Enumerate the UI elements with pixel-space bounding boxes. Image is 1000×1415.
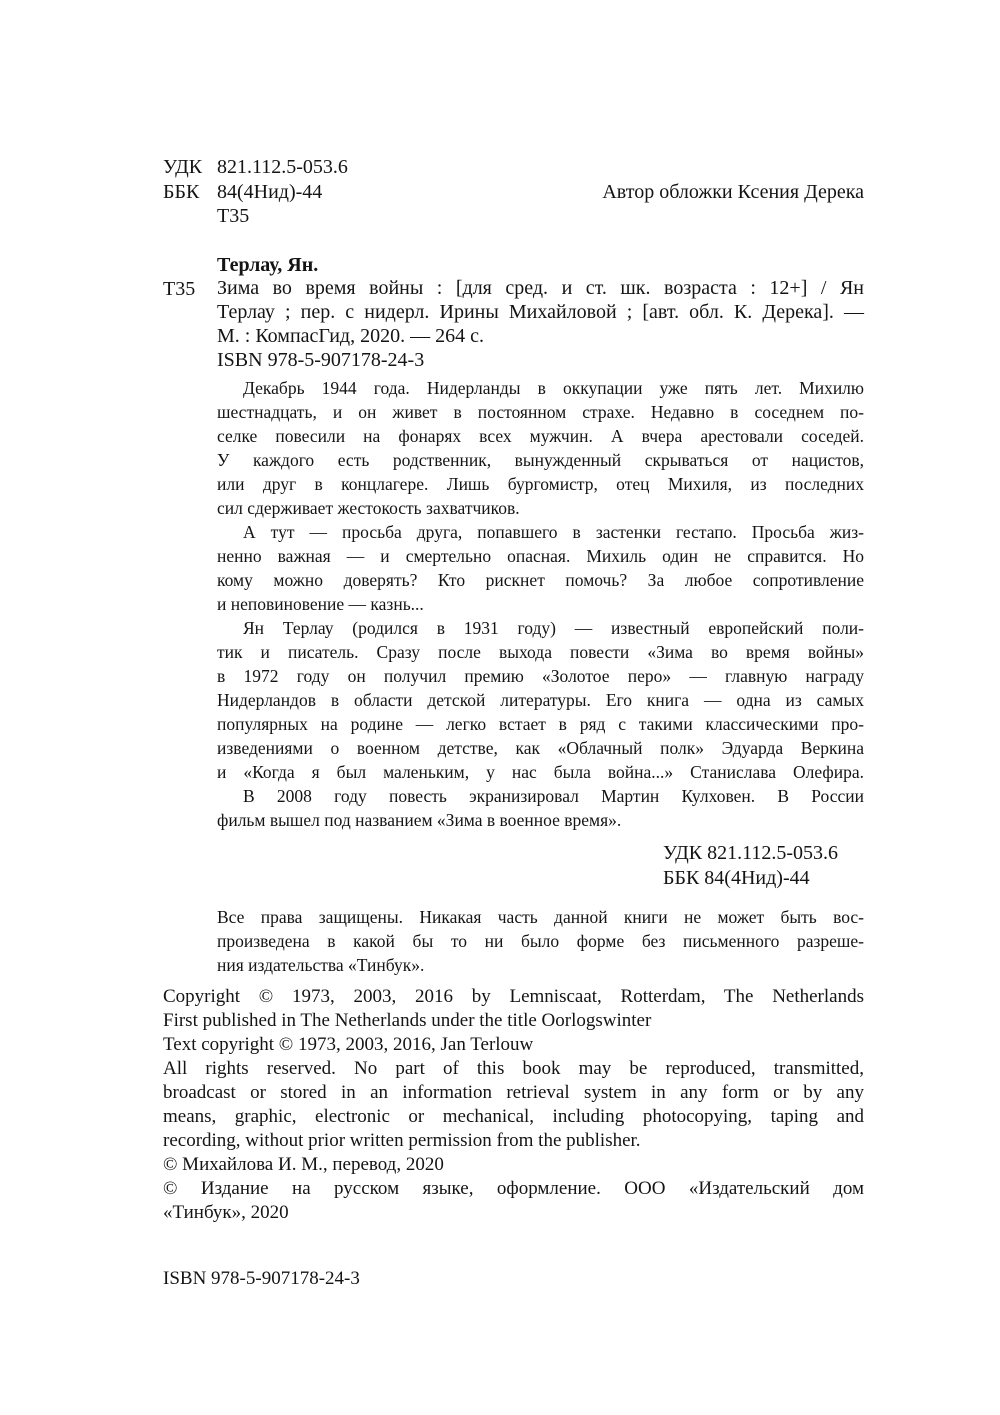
annotation-line: в 1972 году он получил премию «Золотое перо» — главную награду [217, 666, 864, 686]
annotation-line: ненно важная — и смертельно опасная. Михиль один не справится. Но [217, 546, 864, 566]
copyright-line: All rights reserved. No part of this book may be reproduced, transmitted, [163, 1058, 864, 1079]
author-mark: Т35 [217, 205, 250, 227]
annotation-line: Ян Терлау (родился в 1931 году) — известный европейский поли- [243, 618, 864, 638]
copyright-block [163, 986, 864, 1226]
copyright-line: «Тинбук», 2020 [163, 1202, 289, 1223]
annotation-line: селке повесили на фонарях всех мужчин. А вчера арестовали соседей. [217, 426, 864, 446]
copyright-line: broadcast or stored in an information retrieval system in any form or by any [163, 1082, 864, 1103]
bib-mark: Т35 [163, 278, 196, 300]
rights-line: ния издательства «Тинбук». [217, 955, 425, 975]
footer-udk: УДК 821.112.5-053.6 [663, 842, 839, 864]
annotation-line: фильм вышел под названием «Зима в военное время». [217, 810, 622, 830]
annotation-line: сил сдерживает жестокость захватчиков. [217, 498, 520, 518]
bib-line: Зима во время войны : [для сред. и ст. шк. возраста : 12+] / Ян [217, 277, 864, 299]
bbk-value: 84(4Нид)-44 [217, 181, 323, 203]
rights-notice-ru [217, 907, 864, 979]
bib-author: Терлау, Ян. [217, 254, 319, 276]
copyright-line: recording, without prior written permission from the publisher. [163, 1130, 641, 1151]
copyright-line: Text copyright © 1973, 2003, 2016, Jan Terlouw [163, 1034, 534, 1055]
bib-line: Терлау ; пер. с нидерл. Ирины Михайловой ; [авт. обл. К. Дерека]. — [217, 301, 864, 323]
copyright-line: First published in The Netherlands under the title Oorlogswinter [163, 1010, 652, 1031]
udk-value: 821.112.5-053.6 [217, 156, 348, 178]
bib-line: ISBN 978-5-907178-24-3 [217, 349, 425, 371]
cover-author: Автор обложки Ксения Дерека [602, 181, 864, 203]
rights-line: произведена в какой бы то ни было форме без письменного разреше- [217, 931, 864, 951]
annotation-line: А тут — просьба друга, попавшего в застенки гестапо. Просьба жиз- [243, 522, 864, 542]
copyright-line: means, graphic, electronic or mechanical, including photocopying, taping and [163, 1106, 864, 1127]
annotation-line: Декабрь 1944 года. Нидерланды в оккупации уже пять лет. Михилю [243, 378, 864, 398]
annotation-line: У каждого есть родственник, вынужденный скрываться от нацистов, [217, 450, 864, 470]
annotation-line: кому можно доверять? Кто рискнет помочь? За любое сопротивление [217, 570, 864, 590]
rights-line: Все права защищены. Никакая часть данной книги не может быть вос- [217, 907, 864, 927]
bbk-label: ББК [163, 181, 200, 203]
copyright-line: © Михайлова И. М., перевод, 2020 [163, 1154, 444, 1175]
bib-description [217, 277, 864, 373]
annotation-line: или друг в концлагере. Лишь бургомистр, отец Михиля, из последних [217, 474, 864, 494]
copyright-line: © Издание на русском языке, оформление. ООО «Издательский дом [163, 1178, 864, 1199]
annotation-line: изведениями о военном детстве, как «Облачный полк» Эдуарда Веркина [217, 738, 864, 758]
annotation-line: популярных на родине — легко встает в ряд с такими классическими про- [217, 714, 864, 734]
annotation-line: Нидерландов в области детской литературы. Его книга — одна из самых [217, 690, 864, 710]
annotation-line: тик и писатель. Сразу после выхода повести «Зима во время войны» [217, 642, 864, 662]
annotation-line: шестнадцать, и он живет в постоянном страхе. Недавно в соседнем по- [217, 402, 864, 422]
annotation-line: В 2008 году повесть экранизировал Мартин Кулховен. В России [243, 786, 864, 806]
copyright-line: Copyright © 1973, 2003, 2016 by Lemniscaat, Rotterdam, The Netherlands [163, 986, 864, 1007]
udk-label: УДК [163, 156, 203, 178]
bib-line: М. : КомпасГид, 2020. — 264 с. [217, 325, 484, 347]
annotation-line: и неповиновение — казнь... [217, 594, 424, 614]
annotation [217, 378, 864, 834]
footer-bbk: ББК 84(4Нид)-44 [663, 867, 810, 889]
annotation-line: и «Когда я был маленьким, у нас была война...» Станислава Олефира. [217, 762, 864, 782]
isbn-bottom: ISBN 978-5-907178-24-3 [163, 1268, 360, 1289]
